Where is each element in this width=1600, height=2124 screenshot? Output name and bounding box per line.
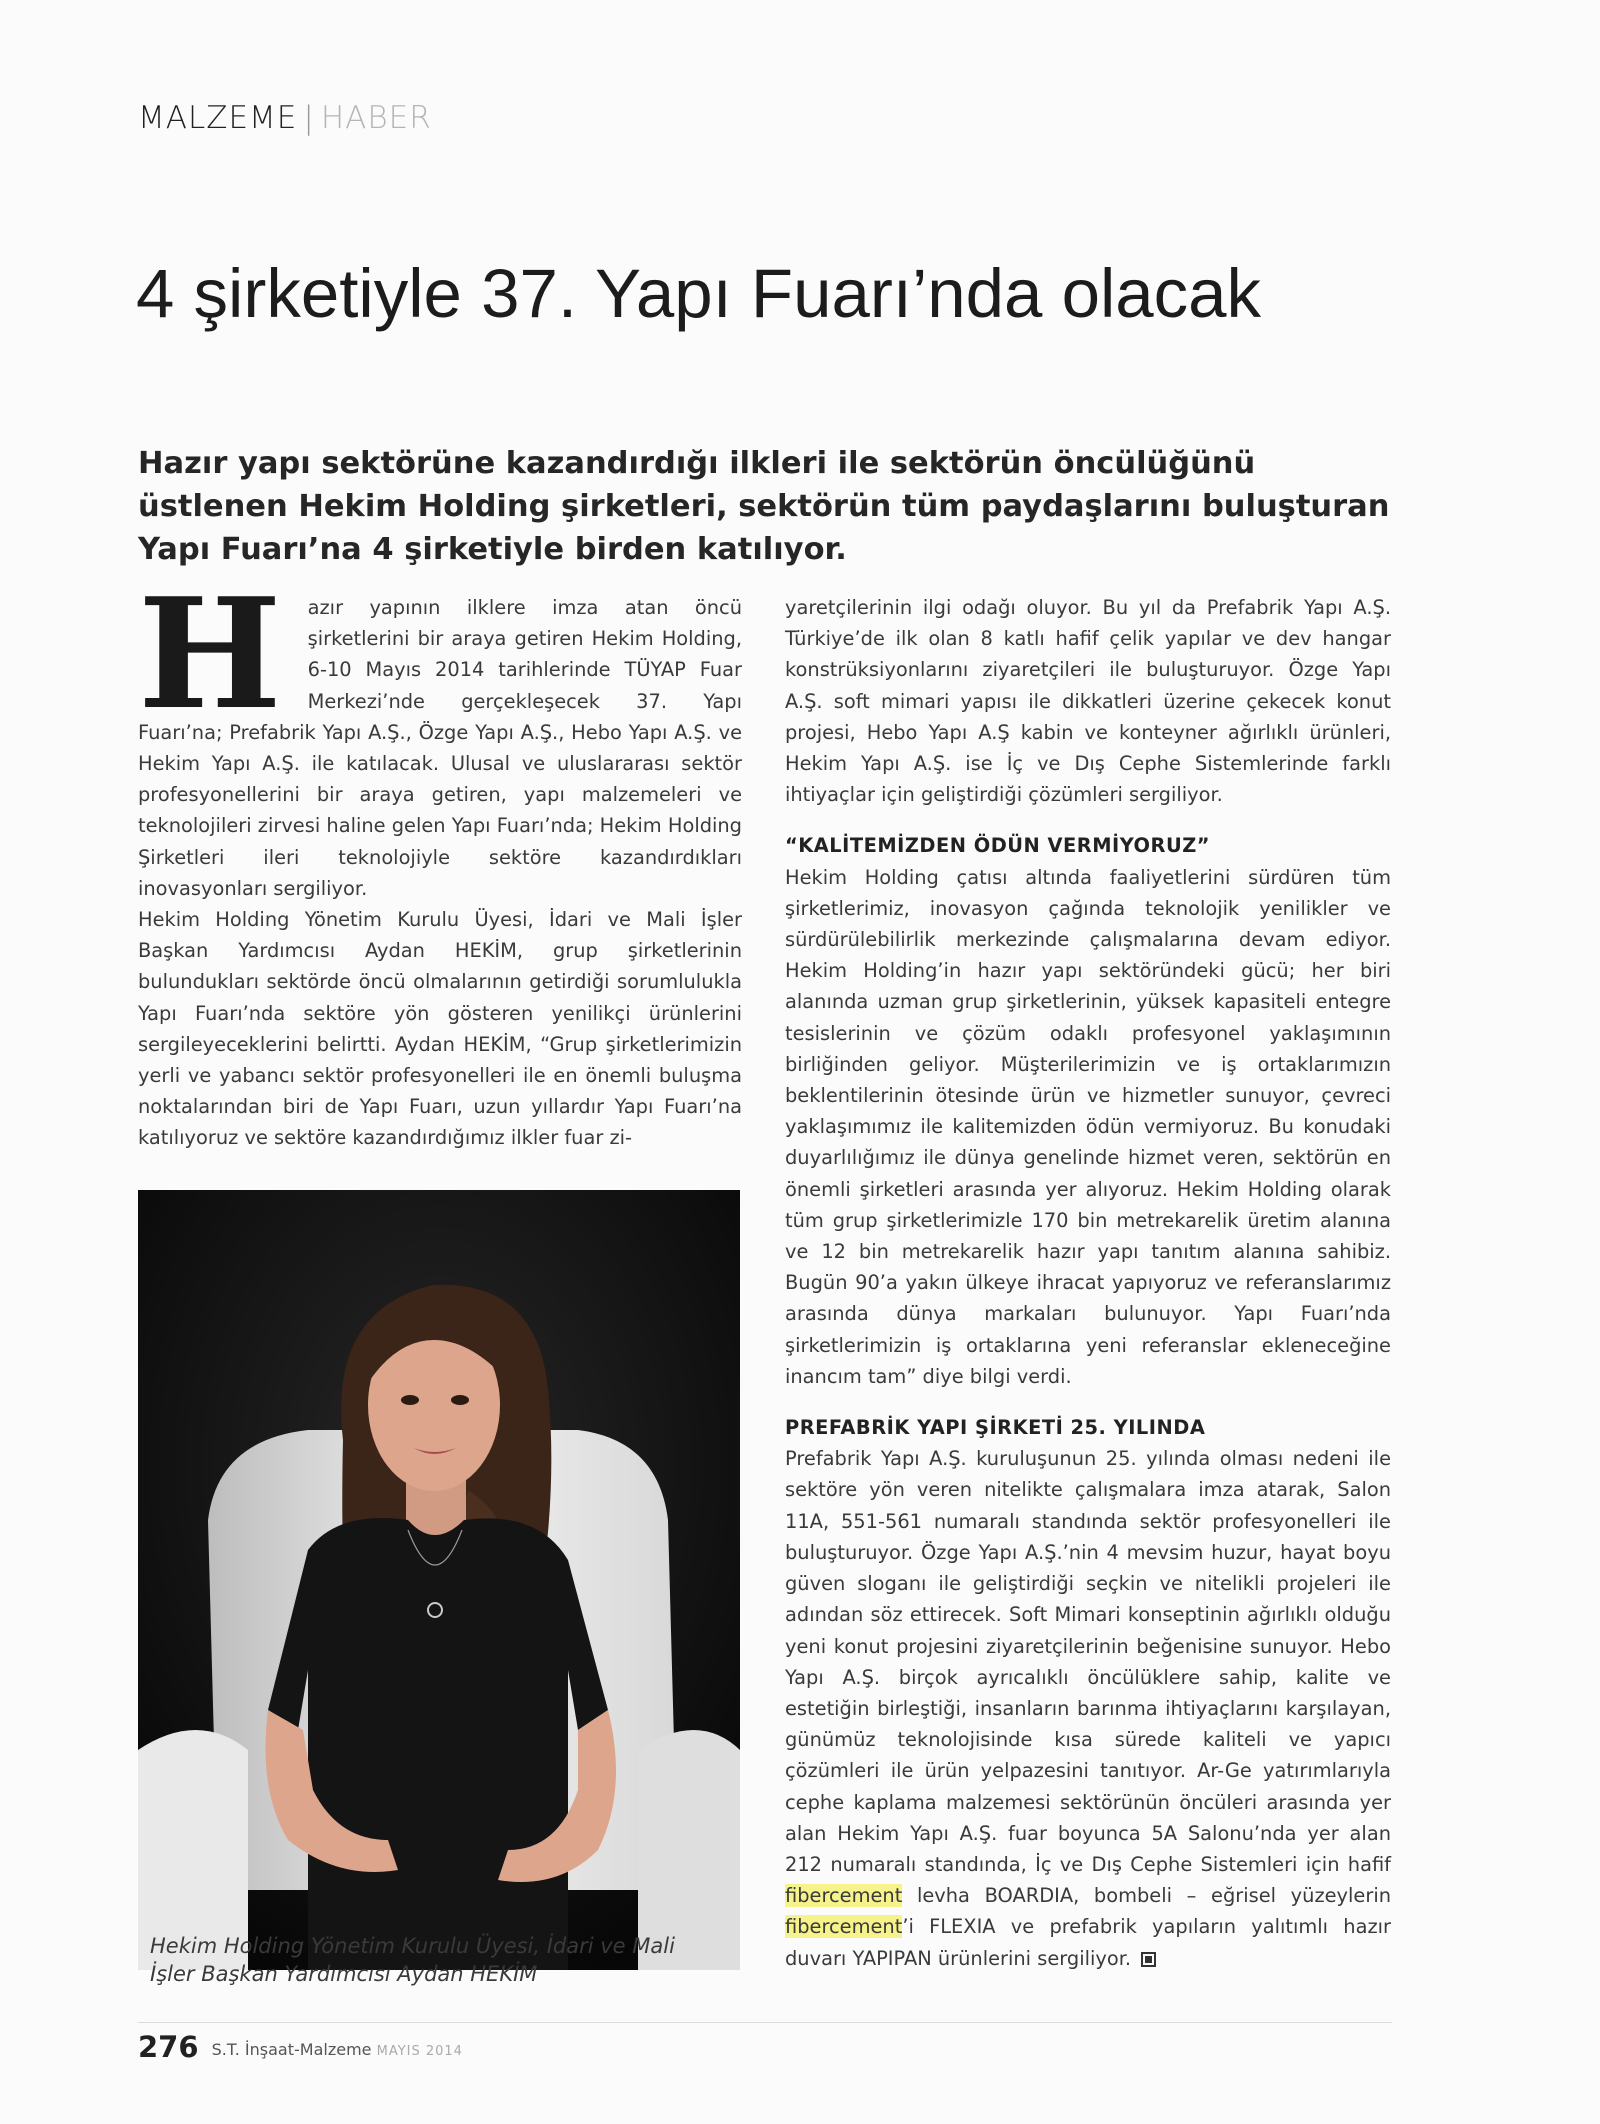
photo-caption: Hekim Holding Yönetim Kurulu Üyesi, İdari ve Mali İşler Başkan Yardımcısı Aydan HEKİM <box>150 1934 675 1986</box>
drop-cap: H <box>138 564 282 743</box>
right-paragraph-3 <box>785 1443 1391 1973</box>
left-paragraph-2: Hekim Holding Yönetim Kurulu Üyesi, İdari ve Mali İşler Başkan Yardımcısı Aydan HEKİM, grup şirketlerinin bulundukları sektörde öncü olmalarının getirdiği sorumlulukla Yapı Fuarı’nda sektöre yön gösteren yenilikçi ürünlerini sergileyeceklerini belirtti. Aydan HEKİM, “Grup şirketlerimizin yerli ve yabancı sektör profesyonelleri ile en önemli buluşma noktalarından biri de Yapı Fuarı, uzun yıllardır Yapı Fuarı’na katılıyoruz ve sektöre kazandırdığımız ilkler fuar zi- <box>138 908 742 1150</box>
section-label-sub: HABER <box>320 100 432 136</box>
right-paragraph-1: yaretçilerinin ilgi odağı oluyor. Bu yıl da Prefabrik Yapı A.Ş. Türkiye’de ilk olan 8 katlı hafif çelik yapılar ve dev hangar konstrüksiyonlarını ziyaretçileri ile buluşturuyor. Özge Yapı A.Ş. soft mimari yapısı ile dikkatleri üzerine çekecek konut projesi, Hebo Yapı A.Ş kabin ve konteyner ağırlıklı ürünleri, Hekim Yapı A.Ş. ise İç ve Dış Cephe Sistemlerinde farklı ihtiyaçlar için geliştirdiği çözümleri sergiliyor. <box>785 596 1391 807</box>
right-column <box>785 592 1391 1974</box>
issue-date: MAYIS 2014 <box>376 2044 463 2059</box>
right-paragraph-3-part-c: ’i FLEXIA ve prefabrik yapıların yalıtımlı hazır duvarı YAPIPAN ürünlerini sergiliyor. <box>785 1915 1391 1970</box>
portrait-photo <box>138 1190 740 1970</box>
highlighted-term: fibercement <box>785 1915 903 1939</box>
subheading-prefabrik: PREFABRİK YAPI ŞİRKETİ 25. YILINDA <box>785 1416 1206 1440</box>
right-paragraph-2: Hekim Holding çatısı altında faaliyetlerini sürdüren tüm şirketlerimiz, inovasyon çağında teknolojik yenilikler ve sürdürülebilirlik merkezinde çalışmalarına devam ediyor. Hekim Holding’in hazır yapı sektöründeki gücü; her biri alanında uzman grup şirketlerinin, yüksek kapasiteli entegre tesislerinin ve çözüm odaklı profesyonel yaklaşımının birliğinden geliyor. Müşterilerimizin ve iş ortaklarımızın beklentilerinin ötesinde ürün ve hizmetler sunuyor, çevreci yaklaşımımız ile kalitemizden ödün vermiyoruz. Bu konudaki duyarlılığımız ile dünya genelinde hizmet veren, sektörün en önemli şirketleri arasında yer alıyoruz. Hekim Holding olarak tüm grup şirketlerimizle 170 bin metrekarelik üretim alanına ve 12 bin metrekarelik hazır yapı tanıtım alanına sahibiz. Bugün 90’a yakın ülkeye ihracat yapıyoruz ve referanslarımız arasında dünya markaları bulunuyor. Yapı Fuarı’nda şirketlerimizin iş ortaklarına yeni referanslar ekleneceğine inancım tam” diye bilgi verdi. <box>785 865 1391 1388</box>
portrait-illustration <box>138 1190 740 1970</box>
subheading-quality: “KALİTEMİZDEN ÖDÜN VERMİYORUZ” <box>785 834 1211 858</box>
left-paragraph-1-text: azır yapının ilklere imza atan öncü şirketlerini bir araya getiren Hekim Holding, 6-10 Mayıs 2014 tarihlerinde TÜYAP Fuar Merkezi’nde gerçekleşecek 37. Yapı Fuarı’na; Prefabrik Yapı A.Ş., Özge Yapı A.Ş., Hebo Yapı A.Ş. ve Hekim Yapı A.Ş. ile katılacak. Ulusal ve uluslararası sektör profesyonellerini bir araya getiren, yapı malzemeleri ve teknolojileri zirvesi haline gelen Yapı Fuarı’nda; Hekim Holding Şirketleri ileri teknolojiyle sektöre kazandırdıkları inovasyonları sergiliyor. <box>138 596 742 900</box>
page-footer <box>138 2030 463 2064</box>
article-lead: Hazır yapı sektörüne kazandırdığı ilkleri ile sektörün öncülüğünü üstlenen Hekim Holding şirketleri, sektörün tüm paydaşlarını buluşturan Yapı Fuarı’na 4 şirketiyle birden katılıyor. <box>138 446 1390 567</box>
page-number: 276 <box>138 2030 199 2064</box>
end-of-article-icon <box>1141 1952 1156 1967</box>
left-paragraph-1 <box>138 564 742 904</box>
article-title: 4 şirketiyle 37. Yapı Fuarı’nda olacak <box>136 255 1262 332</box>
section-label-separator: | <box>303 100 315 136</box>
highlighted-term: fibercement <box>785 1884 903 1908</box>
footer-divider <box>138 2022 1392 2023</box>
left-column <box>138 564 742 1154</box>
section-label-main: MALZEME <box>138 100 298 136</box>
publication-name: S.T. İnşaat-Malzeme <box>211 2040 372 2059</box>
right-paragraph-3-part-a: Prefabrik Yapı A.Ş. kuruluşunun 25. yılında olması nedeni ile sektöre yön veren nitelikte çalışmalara imza atarak, Salon 11A, 551-561 numaralı standında sektör profesyonelleri ile buluşturuyor. Özge Yapı A.Ş.’nin 4 mevsim huzur, hayat boyu güven sloganı ile geliştirdiği seçkin ve nitelikli projeleri ile adından söz ettirecek. Soft Mimari konseptinin ağırlıklı olduğu yeni konut projesini ziyaretçilerinin beğenisine sunuyor. Hebo Yapı A.Ş. birçok ayrıcalıklı öncülüklere sahip, kalite ve estetiğin birleştiği, insanların barınma ihtiyaçlarını karşılayan, günümüz teknolojisinde kısa sürede kaliteli ve yapıcı çözümleri ile ürün yelpazesini tanıtıyor. Ar-Ge yatırımlarıyla cephe kaplama malzemesi sektörünün öncüleri arasında yer alan Hekim Yapı A.Ş. fuar boyunca 5A Salonu’nda yer alan 212 numaralı standında, İç ve Dış Cephe Sistemleri için hafif <box>785 1447 1391 1876</box>
section-label <box>138 100 432 136</box>
right-paragraph-3-part-b: levha BOARDIA, bombeli – eğrisel yüzeylerin <box>902 1884 1391 1908</box>
